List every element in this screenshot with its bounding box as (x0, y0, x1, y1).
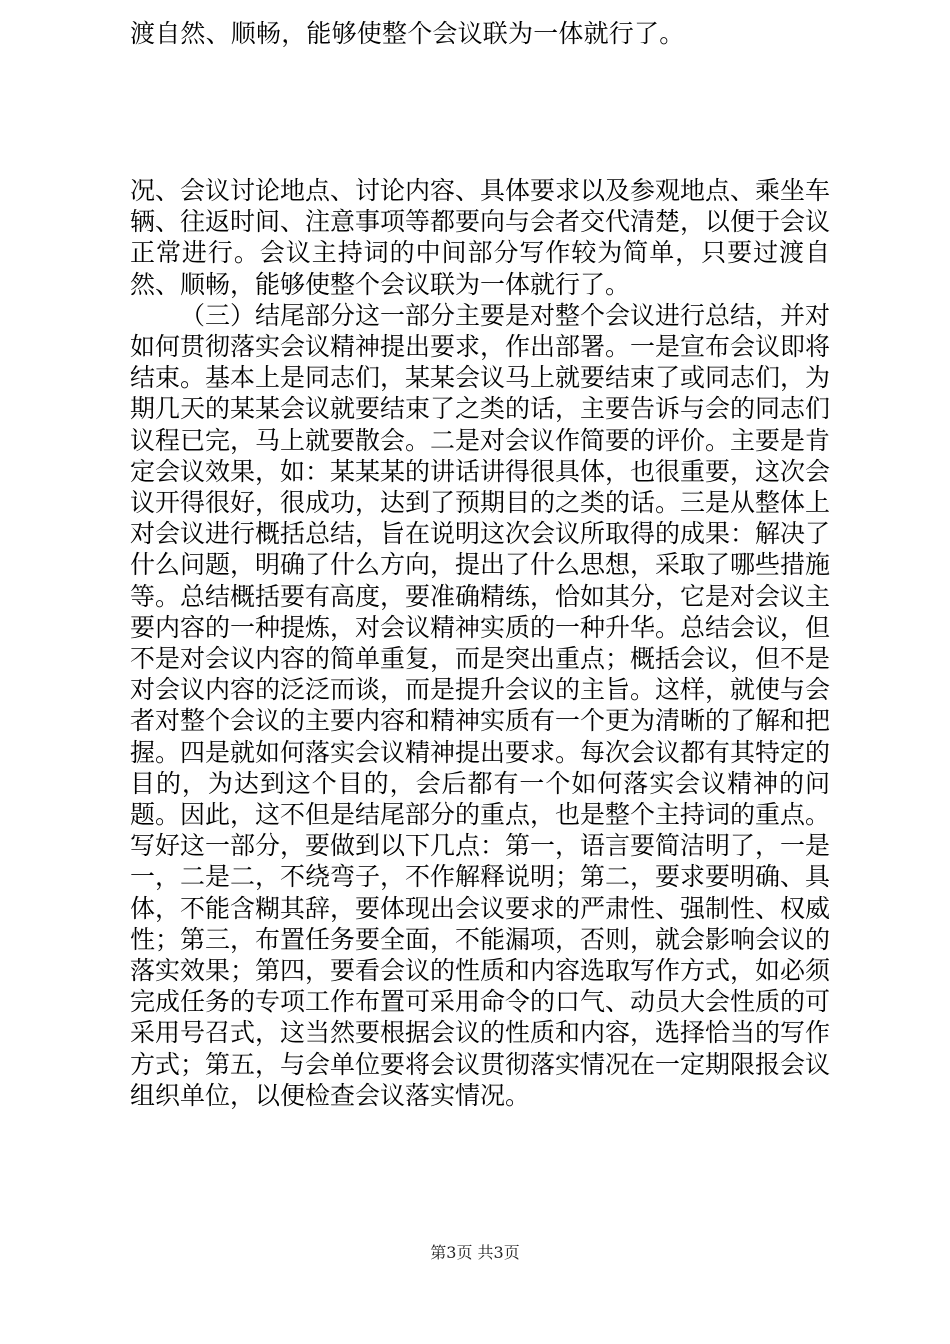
document-body (130, 175, 830, 1111)
paragraph-2: （三）结尾部分这一部分主要是对整个会议进行总结，并对如何贯彻落实会议精神提出要求，作出部署。一是宣布会议即将结束。基本上是同志们，某某会议马上就要结束了或同志们，为期几天的某某会议就要结束了之类的话，主要告诉与会的同志们议程已完，马上就要散会。二是对会议作简要的评价。主要是肯定会议效果，如：某某某的讲话讲得很具体，也很重要，这次会议开得很好，很成功，达到了预期目的之类的话。三是从整体上对会议进行概括总结，旨在说明这次会议所取得的成果：解决了什么问题，明确了什么方向，提出了什么思想，采取了哪些措施等。总结概括要有高度，要准确精练，恰如其分，它是对会议主要内容的一种提炼，对会议精神实质的一种升华。总结会议，但不是对会议内容的简单重复，而是突出重点；概括会议，但不是对会议内容的泛泛而谈，而是提升会议的主旨。这样，就使与会者对整个会议的主要内容和精神实质有一个更为清晰的了解和把握。四是就如何落实会议精神提出要求。每次会议都有其特定的目的，为达到这个目的，会后都有一个如何落实会议精神的问题。因此，这不但是结尾部分的重点，也是整个主持词的重点。写好这一部分，要做到以下几点：第一，语言要简洁明了，一是一，二是二，不绕弯子，不作解释说明；第二，要求要明确、具体，不能含糊其辞，要体现出会议要求的严肃性、强制性、权威性；第三，布置任务要全面，不能漏项，否则，就会影响会议的落实效果；第四，要看会议的性质和内容选取写作方式，如必须完成任务的专项工作布置可采用命令的口气、动员大会性质的可采用号召式，这当然要根据会议的性质和内容，选择恰当的写作方式；第五，与会单位要将会议贯彻落实情况在一定期限报会议组织单位，以便检查会议落实情况。 (130, 300, 831, 1110)
paragraph-1: 况、会议讨论地点、讨论内容、具体要求以及参观地点、乘坐车辆、往返时间、注意事项等都要向与会者交代清楚，以便于会议正常进行。会议主持词的中间部分写作较为简单，只要过渡自然、顺畅，能够使整个会议联为一体就行了。 (130, 176, 831, 299)
page-footer: 第3页 共3页 (430, 1243, 520, 1262)
top-text-fragment: 渡自然、顺畅，能够使整个会议联为一体就行了。 (130, 19, 685, 48)
